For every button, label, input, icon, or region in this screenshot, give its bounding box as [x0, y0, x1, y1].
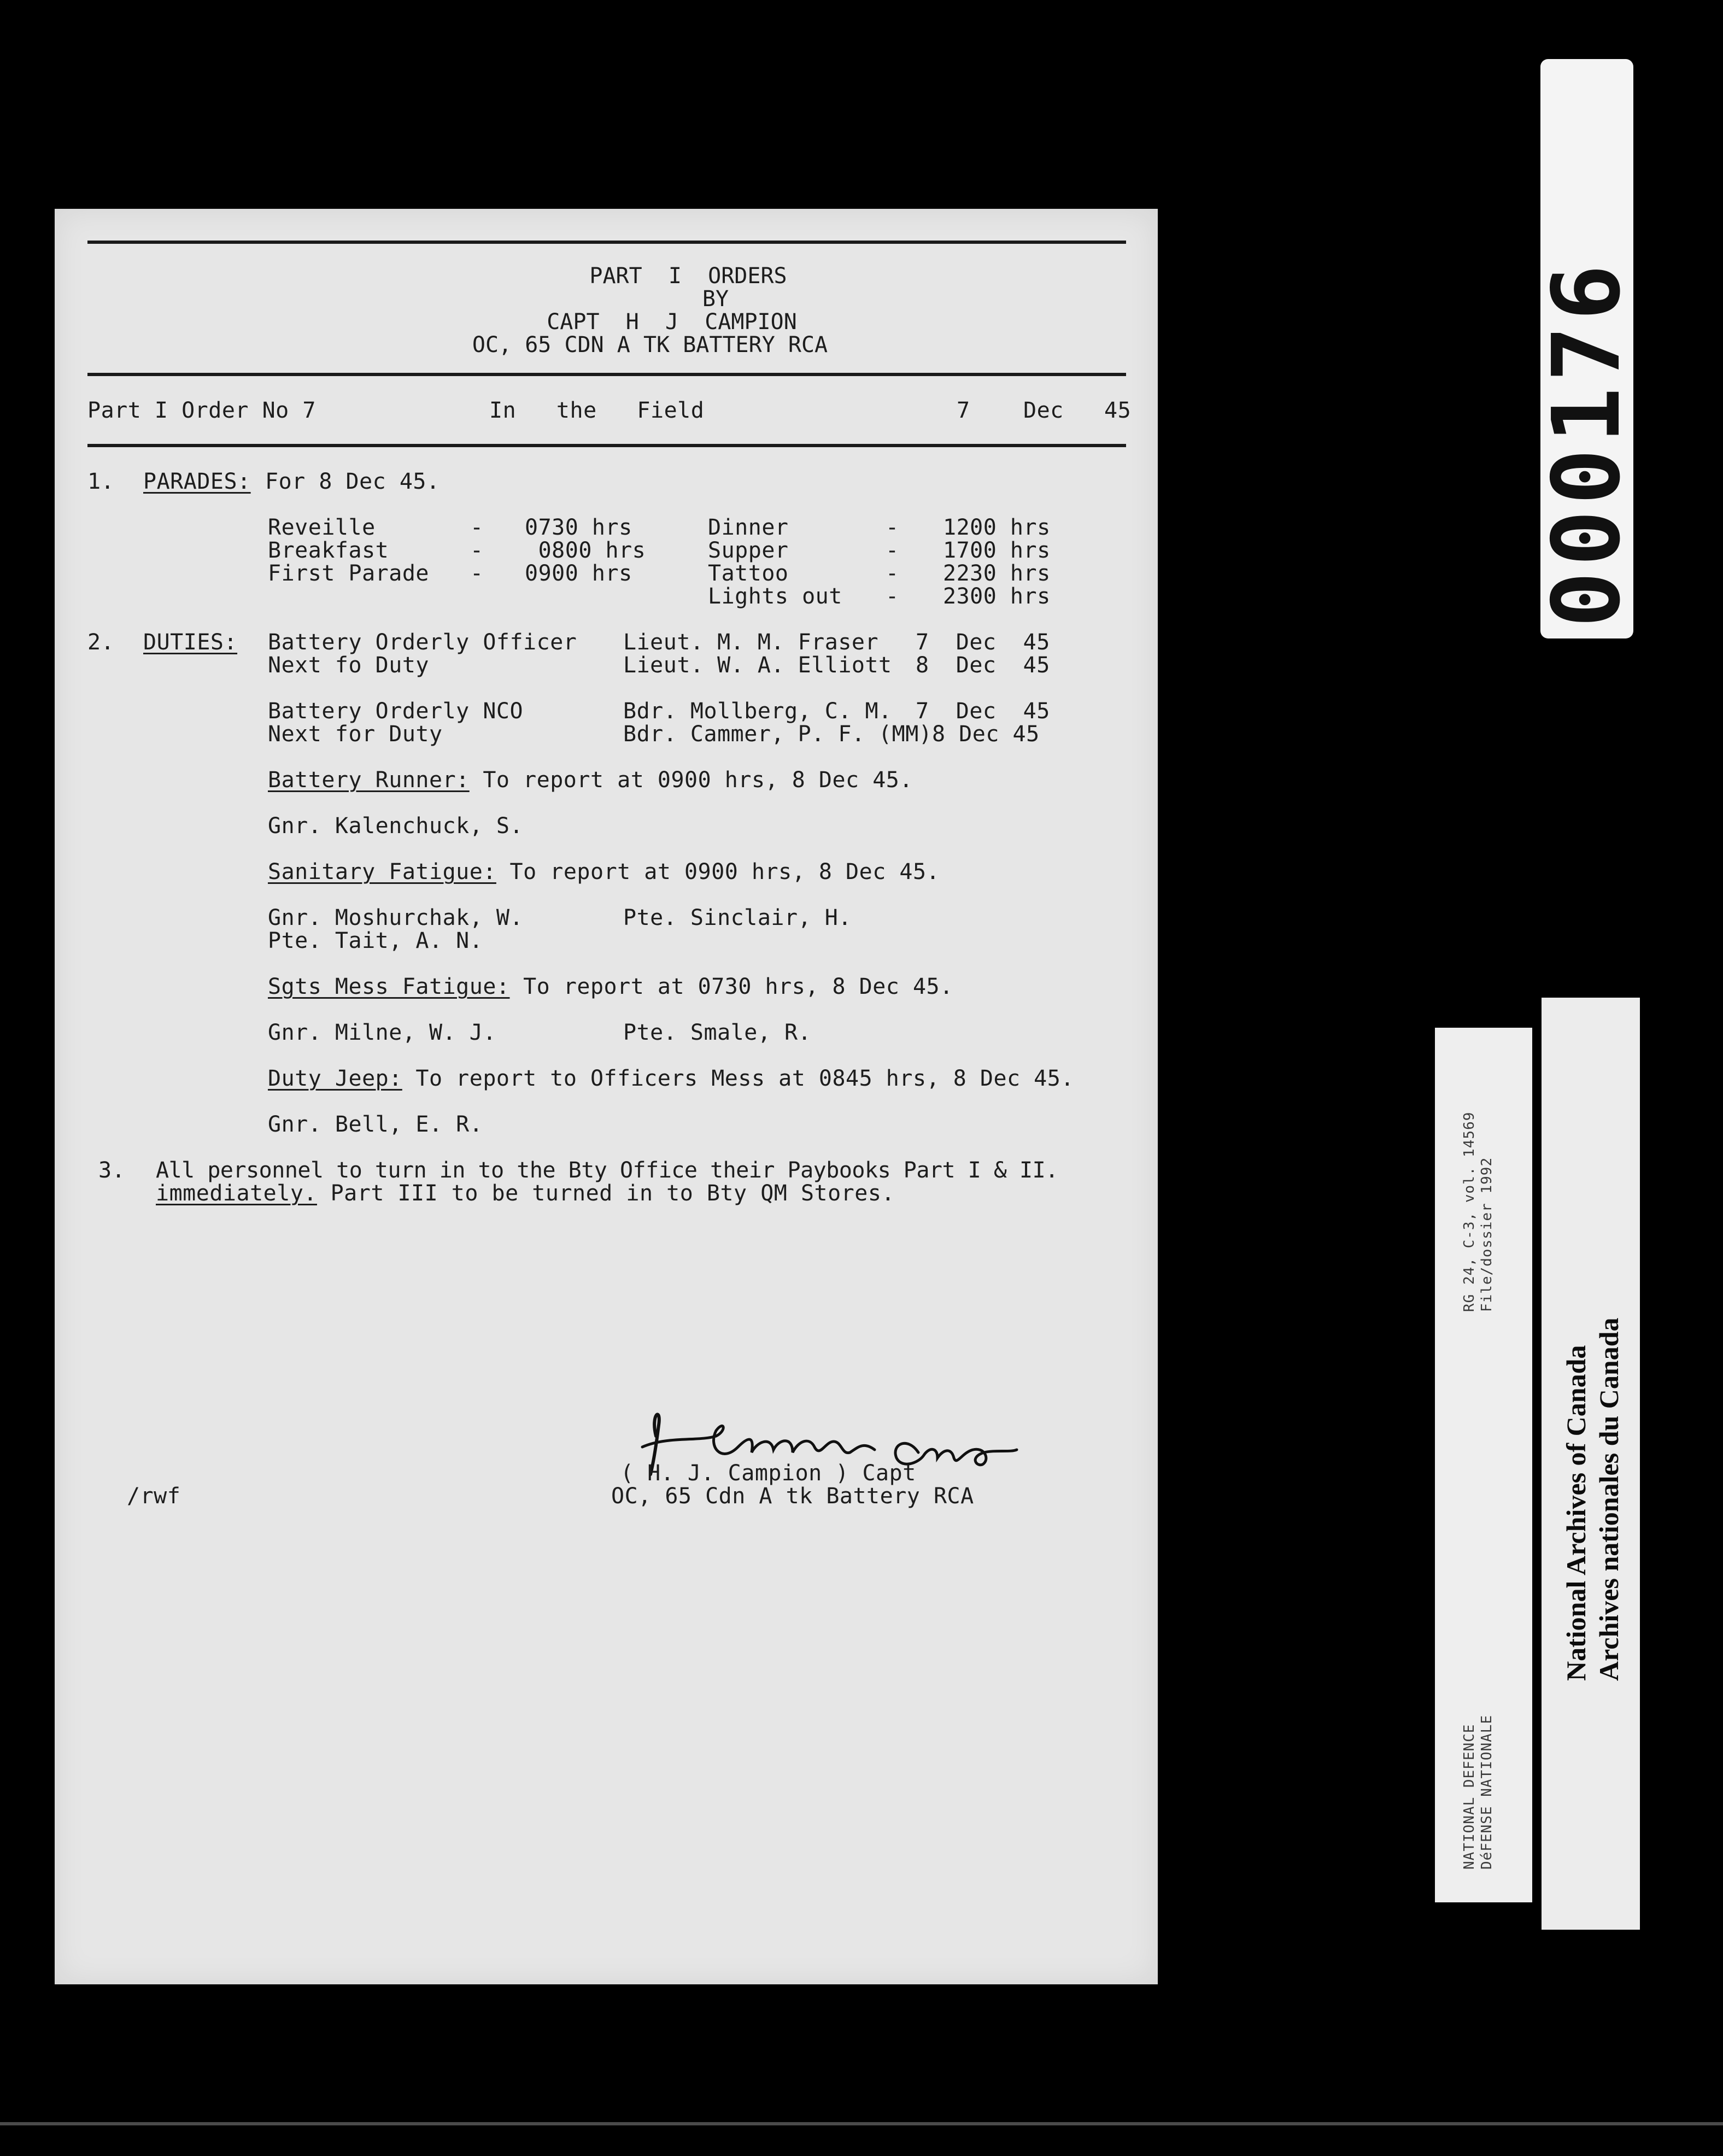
- duty-name: Bdr. Mollberg, C. M.: [623, 699, 892, 724]
- sanitary-label: Sanitary Fatigue:: [268, 859, 496, 884]
- schedule-event: Supper: [708, 538, 789, 563]
- schedule-event: Lights out: [708, 584, 842, 609]
- section3-immediately: immediately.: [156, 1181, 317, 1206]
- signature-title: OC, 65 Cdn A tk Battery RCA: [611, 1484, 974, 1509]
- duty-jeep-line: [268, 1067, 1074, 1090]
- schedule-event: Dinner: [708, 515, 789, 540]
- section2-title: DUTIES:: [143, 630, 238, 655]
- schedule-time: 0900 hrs: [525, 561, 632, 586]
- typist-initials: /rwf: [127, 1484, 181, 1509]
- duty-role: Next fo Duty: [268, 653, 429, 678]
- sgts-mess-name: Gnr. Milne, W. J.: [268, 1020, 496, 1045]
- order-rule: [87, 444, 1126, 447]
- duty-name: Lieut. M. M. Fraser: [623, 630, 879, 655]
- duty-name: Lieut. W. A. Elliott: [623, 653, 892, 678]
- header-line-4: OC, 65 CDN A TK BATTERY RCA: [472, 332, 828, 358]
- schedule-event: First Parade: [268, 561, 429, 586]
- header-line-3: CAPT H J CAMPION: [547, 309, 797, 335]
- duty-name: Bdr. Cammer, P. F. (MM): [623, 722, 933, 747]
- schedule-time: 2300 hrs: [943, 584, 1051, 609]
- section3-number: 3.: [98, 1158, 126, 1183]
- sgts-mess-name: Pte. Smale, R.: [623, 1020, 812, 1045]
- section2-number: 2.: [87, 630, 115, 655]
- schedule-event: Reveille: [268, 515, 376, 540]
- sgts-mess-text: To report at 0730 hrs, 8 Dec 45.: [509, 974, 953, 999]
- section3-line-1: All personnel to turn in to the Bty Office their Paybooks Part I & II.: [156, 1158, 1058, 1183]
- signature-name: ( H. J. Campion ) Capt: [620, 1461, 916, 1486]
- schedule-event: Tattoo: [708, 561, 789, 586]
- runner-name: Gnr. Kalenchuck, S.: [268, 813, 524, 839]
- duty-date: 8 Dec 45: [916, 653, 1050, 678]
- duty-role: Battery Orderly Officer: [268, 630, 577, 655]
- label-national-defence: NATIONAL DEFENCE: [1461, 1724, 1478, 1870]
- schedule-dash: -: [470, 561, 484, 586]
- schedule-time: 1200 hrs: [943, 515, 1051, 540]
- header-line-1: PART I ORDERS: [589, 263, 787, 289]
- section3-line-2: [156, 1182, 895, 1205]
- sgts-mess-label: Sgts Mess Fatigue:: [268, 974, 510, 999]
- schedule-time: 1700 hrs: [943, 538, 1051, 563]
- duty-jeep-text: To report to Officers Mess at 0845 hrs, 8 Dec 45.: [402, 1066, 1074, 1091]
- header-line-2: BY: [702, 286, 729, 312]
- top-rule: [87, 241, 1126, 244]
- archives-name-french: Archives nationales du Canada: [1593, 1317, 1624, 1681]
- sanitary-text: To report at 0900 hrs, 8 Dec 45.: [496, 859, 940, 884]
- section3-rest: Part III to be turned in to Bty QM Stores.: [317, 1181, 895, 1206]
- archives-name-english: National Archives of Canada: [1561, 1345, 1591, 1681]
- runner-label: Battery Runner:: [268, 768, 470, 793]
- film-edge-line: [0, 2122, 1723, 2125]
- sanitary-name: Pte. Tait, A. N.: [268, 928, 483, 953]
- duty-jeep-label: Duty Jeep:: [268, 1066, 402, 1091]
- section1-number: 1.: [87, 469, 115, 494]
- duty-role: Next for Duty: [268, 722, 443, 747]
- order-year: 45: [1104, 398, 1132, 423]
- national-archives-label: [1542, 998, 1640, 1930]
- section1-subtitle: For 8 Dec 45.: [265, 469, 440, 494]
- duty-jeep-name: Gnr. Bell, E. R.: [268, 1112, 483, 1137]
- schedule-time: 2230 hrs: [943, 561, 1051, 586]
- label-defense-nationale: DéFENSE NATIONALE: [1479, 1714, 1495, 1870]
- schedule-dash: -: [886, 515, 899, 540]
- sanitary-name: Pte. Sinclair, H.: [623, 905, 852, 930]
- schedule-dash: -: [470, 538, 484, 563]
- archive-reference-label: [1435, 1028, 1532, 1902]
- sanitary-line: [268, 860, 940, 883]
- schedule-dash: -: [886, 584, 899, 609]
- schedule-dash: -: [886, 561, 899, 586]
- sgts-mess-line: [268, 975, 953, 998]
- header-rule: [87, 373, 1126, 376]
- runner-line: [268, 769, 913, 792]
- sanitary-name: Gnr. Moshurchak, W.: [268, 905, 524, 930]
- schedule-dash: -: [470, 515, 484, 540]
- frame-number: 000176: [1533, 259, 1641, 628]
- duty-date: 7 Dec 45: [916, 630, 1050, 655]
- schedule-time: 0800 hrs: [525, 538, 646, 563]
- duty-role: Battery Orderly NCO: [268, 699, 524, 724]
- order-month: Dec: [1023, 398, 1064, 423]
- section1-title: PARADES:: [143, 469, 251, 494]
- order-number: Part I Order No 7: [87, 398, 316, 423]
- order-day: 7: [957, 398, 970, 423]
- schedule-time: 0730 hrs: [525, 515, 632, 540]
- duty-date: 8 Dec 45: [932, 722, 1040, 747]
- duty-date: 7 Dec 45: [916, 699, 1050, 724]
- label-file-dossier: File/dossier 1992: [1479, 1157, 1495, 1312]
- label-rg-reference: RG 24, C-3, vol. 14569: [1461, 1111, 1478, 1312]
- runner-text: To report at 0900 hrs, 8 Dec 45.: [469, 768, 913, 793]
- order-place: In the Field: [489, 398, 705, 423]
- schedule-dash: -: [886, 538, 899, 563]
- schedule-event: Breakfast: [268, 538, 389, 563]
- document-page: [55, 209, 1158, 1984]
- frame-number-strip: [1533, 59, 1641, 638]
